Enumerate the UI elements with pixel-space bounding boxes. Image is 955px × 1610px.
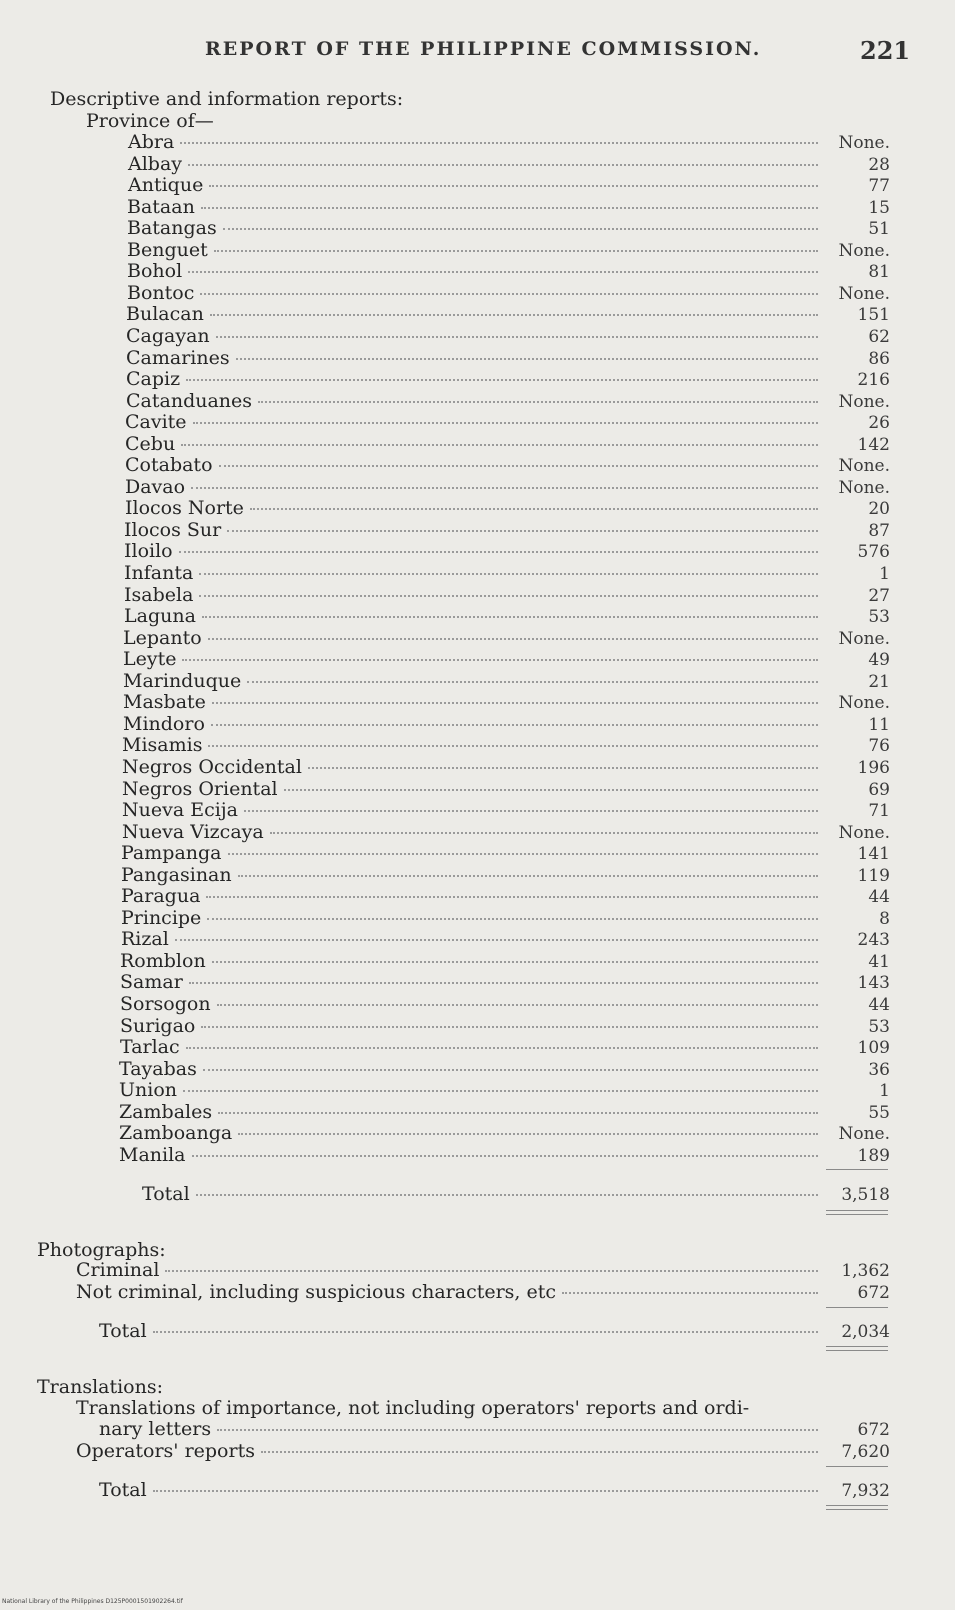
list-item <box>124 541 890 562</box>
report-count: 62 <box>868 327 890 347</box>
list-item <box>124 585 890 606</box>
province-name: Tarlac <box>120 1036 180 1058</box>
report-count: 49 <box>868 650 890 670</box>
dot-leader <box>180 141 818 144</box>
list-item <box>99 1419 890 1440</box>
province-name: Principe <box>121 907 202 929</box>
report-count: 143 <box>857 973 890 993</box>
dot-leader <box>212 701 818 704</box>
list-item <box>126 348 890 369</box>
province-name: Zambales <box>119 1101 213 1123</box>
province-name: Batangas <box>127 217 217 239</box>
province-name: Manila <box>119 1144 186 1166</box>
list-item <box>124 563 890 584</box>
report-count: 71 <box>868 801 890 821</box>
dot-leader <box>217 1003 818 1006</box>
list-item <box>125 412 890 433</box>
province-name: Cagayan <box>126 325 210 347</box>
row-label: Operators' reports <box>76 1440 255 1462</box>
dot-leader <box>238 1132 818 1135</box>
list-item <box>123 628 890 649</box>
dot-leader <box>181 443 818 446</box>
report-count: 243 <box>857 930 890 950</box>
province-name: Samar <box>120 971 183 993</box>
report-count: 576 <box>857 542 890 562</box>
dot-leader <box>216 335 818 338</box>
dot-leader <box>186 1046 818 1049</box>
province-name: Camarines <box>126 347 230 369</box>
dot-leader <box>209 184 818 187</box>
province-name: Ilocos Sur <box>124 519 222 541</box>
dot-leader <box>211 723 818 726</box>
dot-leader <box>153 1330 818 1333</box>
report-count: 151 <box>857 305 890 325</box>
report-count: 36 <box>868 1060 890 1080</box>
list-item <box>121 908 890 929</box>
list-item <box>126 326 890 347</box>
row-label: Not criminal, including suspicious characters, etc <box>76 1281 557 1303</box>
dot-leader <box>179 550 818 553</box>
dot-leader <box>188 163 818 166</box>
province-name: Negros Occidental <box>122 756 302 778</box>
report-count: 87 <box>868 521 890 541</box>
list-item <box>122 757 890 778</box>
province-name: Surigao <box>120 1015 196 1037</box>
list-item <box>124 606 890 627</box>
list-item <box>76 1282 890 1303</box>
row-value: 672 <box>857 1420 890 1440</box>
dot-leader <box>261 1450 818 1453</box>
sum-rule <box>826 1169 888 1170</box>
province-name: Albay <box>128 153 183 175</box>
province-name: Pangasinan <box>121 864 232 886</box>
report-count: 26 <box>868 413 890 433</box>
dot-leader <box>270 831 818 834</box>
list-item <box>125 498 890 519</box>
report-count: None. <box>838 693 890 713</box>
list-item <box>121 843 890 864</box>
report-count: 196 <box>857 758 890 778</box>
province-name: Davao <box>125 476 186 498</box>
dot-leader <box>217 1428 818 1431</box>
province-name: Leyte <box>123 648 177 670</box>
dot-leader <box>200 292 818 295</box>
dot-leader <box>218 1111 818 1114</box>
province-name: Abra <box>128 131 175 153</box>
list-item <box>121 865 890 886</box>
province-name: Isabela <box>124 584 194 606</box>
total-row-descriptive <box>142 1184 890 1205</box>
dot-leader <box>186 378 818 381</box>
dot-leader <box>250 507 818 510</box>
list-item <box>123 671 890 692</box>
dot-leader <box>308 766 818 769</box>
province-name: Mindoro <box>123 713 205 735</box>
total-value: 2,034 <box>841 1322 890 1342</box>
province-name: Misamis <box>122 734 203 756</box>
province-name: Ilocos Norte <box>125 497 244 519</box>
province-name: Union <box>119 1079 178 1101</box>
province-name: Marinduque <box>123 670 242 692</box>
row-label: nary letters <box>99 1418 212 1440</box>
province-name: Nueva Vizcaya <box>122 821 264 843</box>
list-item <box>119 1145 890 1166</box>
list-item <box>123 649 890 670</box>
list-item <box>125 455 890 476</box>
dot-leader <box>212 960 818 963</box>
section-heading-descriptive: Descriptive and information reports: <box>50 88 404 110</box>
list-item <box>122 779 890 800</box>
report-count: None. <box>838 1124 890 1144</box>
report-count: None. <box>838 823 890 843</box>
dot-leader <box>182 658 818 661</box>
report-count: 55 <box>868 1103 890 1123</box>
sum-rule <box>826 1307 888 1308</box>
report-count: 109 <box>857 1038 890 1058</box>
dot-leader <box>165 1269 818 1272</box>
list-item <box>119 1102 890 1123</box>
province-name: Nueva Ecija <box>122 799 239 821</box>
dot-leader <box>193 421 818 424</box>
page-header <box>0 36 955 68</box>
row-label: Criminal <box>76 1259 160 1281</box>
page-number: 221 <box>860 36 911 65</box>
report-count: None. <box>838 629 890 649</box>
dot-leader <box>175 938 818 941</box>
report-count: 44 <box>868 995 890 1015</box>
dot-leader <box>201 206 818 209</box>
row-value: 7,620 <box>841 1442 890 1462</box>
report-count: 27 <box>868 586 890 606</box>
province-name: Masbate <box>123 691 206 713</box>
dot-leader <box>214 249 818 252</box>
dot-leader <box>258 400 818 403</box>
province-name: Antique <box>128 174 204 196</box>
section-heading-translations: Translations: <box>37 1376 164 1398</box>
dot-leader <box>227 529 818 532</box>
dot-leader <box>206 895 818 898</box>
province-name: Bataan <box>127 196 195 218</box>
dot-leader <box>284 788 818 791</box>
report-count: 86 <box>868 349 890 369</box>
total-row-translations <box>99 1480 890 1501</box>
report-count: None. <box>838 241 890 261</box>
report-count: 142 <box>857 435 890 455</box>
dot-leader <box>196 1193 818 1196</box>
report-count: 77 <box>868 176 890 196</box>
dot-leader <box>228 852 819 855</box>
province-name: Cebu <box>125 433 176 455</box>
dot-leader <box>153 1489 818 1492</box>
list-item <box>122 822 890 843</box>
double-rule <box>826 1346 888 1351</box>
dot-leader <box>238 874 818 877</box>
list-item <box>119 1080 890 1101</box>
total-label: Total <box>99 1479 147 1501</box>
province-name: Catanduanes <box>126 390 253 412</box>
dot-leader <box>223 227 818 230</box>
dot-leader <box>210 313 818 316</box>
province-name: Infanta <box>124 562 194 584</box>
dot-leader <box>208 637 818 640</box>
report-count: 53 <box>868 607 890 627</box>
list-item <box>119 1123 890 1144</box>
report-count: None. <box>838 284 890 304</box>
dot-leader <box>189 981 818 984</box>
report-count: 1 <box>879 564 890 584</box>
report-count: 44 <box>868 887 890 907</box>
dot-leader <box>247 680 818 683</box>
dot-leader <box>183 1089 818 1092</box>
list-item <box>127 218 890 239</box>
list-item <box>76 1441 890 1462</box>
report-count: 76 <box>868 736 890 756</box>
list-item <box>120 951 890 972</box>
list-item <box>120 1037 890 1058</box>
province-name: Sorsogon <box>120 993 211 1015</box>
sum-rule <box>826 1466 888 1467</box>
list-item <box>122 735 890 756</box>
report-count: None. <box>838 456 890 476</box>
report-count: None. <box>838 133 890 153</box>
list-item <box>126 304 890 325</box>
total-value: 7,932 <box>841 1481 890 1501</box>
list-item <box>120 972 890 993</box>
list-item <box>76 1260 890 1281</box>
list-item <box>120 994 890 1015</box>
dot-leader <box>201 1025 818 1028</box>
province-name: Laguna <box>124 605 196 627</box>
double-rule <box>826 1210 888 1215</box>
list-item <box>123 692 890 713</box>
province-name: Bulacan <box>126 303 204 325</box>
province-name: Rizal <box>121 928 169 950</box>
report-count: 41 <box>868 952 890 972</box>
dot-leader <box>562 1291 818 1294</box>
list-item <box>127 283 890 304</box>
province-name: Pampanga <box>121 842 222 864</box>
list-item <box>120 1016 890 1037</box>
double-rule <box>826 1505 888 1510</box>
dot-leader <box>236 357 818 360</box>
dot-leader <box>207 917 818 920</box>
list-item <box>121 929 890 950</box>
report-count: 189 <box>857 1146 890 1166</box>
scan-footer: National Library of the Philippines D125P0001501902264.tif <box>2 1598 183 1605</box>
dot-leader <box>191 486 818 489</box>
list-item <box>125 477 890 498</box>
report-count: 28 <box>868 155 890 175</box>
list-item <box>122 800 890 821</box>
dot-leader <box>199 594 818 597</box>
dot-leader <box>219 464 818 467</box>
dot-leader <box>199 572 818 575</box>
report-count: None. <box>838 478 890 498</box>
report-count: None. <box>838 392 890 412</box>
row-value: 672 <box>857 1283 890 1303</box>
dot-leader <box>192 1154 819 1157</box>
row-value: 1,362 <box>841 1261 890 1281</box>
list-item <box>123 714 890 735</box>
total-row-photographs <box>99 1321 890 1342</box>
page-title: REPORT OF THE PHILIPPINE COMMISSION. <box>205 38 762 60</box>
list-item <box>124 520 890 541</box>
report-count: 53 <box>868 1017 890 1037</box>
section-subheading-province: Province of— <box>86 110 214 132</box>
dot-leader <box>202 615 818 618</box>
report-count: 141 <box>857 844 890 864</box>
province-name: Cotabato <box>125 454 213 476</box>
province-name: Benguet <box>127 239 208 261</box>
province-name: Tayabas <box>119 1058 197 1080</box>
report-count: 81 <box>868 262 890 282</box>
section-heading-photographs: Photographs: <box>37 1239 166 1261</box>
province-name: Iloilo <box>124 540 173 562</box>
province-name: Negros Oriental <box>122 778 278 800</box>
list-item <box>128 154 890 175</box>
province-name: Zamboanga <box>119 1122 233 1144</box>
list-item <box>126 369 890 390</box>
province-name: Lepanto <box>123 627 202 649</box>
list-item <box>121 886 890 907</box>
dot-leader <box>203 1068 818 1071</box>
report-count: 11 <box>868 715 890 735</box>
report-count: 15 <box>868 198 890 218</box>
report-count: 69 <box>868 780 890 800</box>
list-item <box>127 197 890 218</box>
province-name: Romblon <box>120 950 206 972</box>
list-item <box>125 434 890 455</box>
dot-leader <box>188 270 818 273</box>
list-item <box>127 261 890 282</box>
report-count: 1 <box>879 1081 890 1101</box>
list-item <box>128 132 890 153</box>
report-count: 119 <box>857 866 890 886</box>
report-count: 51 <box>868 219 890 239</box>
province-name: Paragua <box>121 885 201 907</box>
list-item <box>119 1059 890 1080</box>
province-name: Bontoc <box>127 282 195 304</box>
province-name: Bohol <box>127 260 183 282</box>
total-value: 3,518 <box>841 1185 890 1205</box>
total-label: Total <box>142 1183 190 1205</box>
list-item <box>128 175 890 196</box>
list-item <box>127 240 890 261</box>
dot-leader <box>208 744 818 747</box>
report-count: 21 <box>868 672 890 692</box>
dot-leader <box>244 809 818 812</box>
province-name: Capiz <box>126 368 181 390</box>
translations-row-line1: Translations of importance, not including operators' reports and ordi- <box>76 1397 750 1419</box>
total-label: Total <box>99 1320 147 1342</box>
report-count: 8 <box>879 909 890 929</box>
report-count: 216 <box>857 370 890 390</box>
province-name: Cavite <box>125 411 187 433</box>
report-count: 20 <box>868 499 890 519</box>
list-item <box>126 391 890 412</box>
